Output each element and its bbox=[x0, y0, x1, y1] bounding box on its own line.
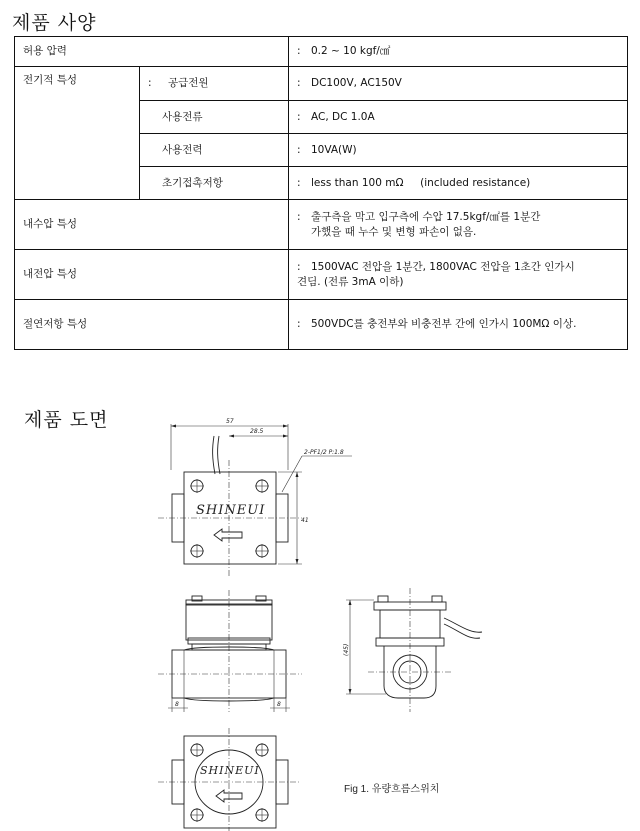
spec-section-title: 제품 사양 bbox=[12, 12, 97, 34]
spec-value-text: less than 100 mΩ (included resistance) bbox=[311, 176, 531, 189]
dimension-8-left: 8 bbox=[175, 701, 179, 708]
spec-value-text: 500VDC를 충전부와 비충전부 간에 인가시 100MΩ 이상. bbox=[311, 318, 577, 330]
top-view bbox=[158, 418, 352, 578]
dimension-57: 57 bbox=[226, 418, 234, 425]
dimension-8-right: 8 bbox=[277, 701, 281, 708]
bolt-icon bbox=[190, 479, 269, 558]
spec-value-text: DC100V, AC150V bbox=[311, 77, 402, 89]
spec-label: 절연저항 특성 bbox=[15, 300, 289, 350]
dimension-28-5: 28.5 bbox=[250, 428, 264, 435]
spec-value: : AC, DC 1.0A bbox=[289, 101, 628, 134]
spec-sublabel-text: 사용전류 bbox=[162, 110, 203, 123]
spec-value-line1: 1500VAC 전압을 1분간, 1800VAC 전압을 1초간 인가시 bbox=[311, 260, 575, 273]
spec-value: : 10VA(W) bbox=[289, 134, 628, 167]
figure-caption: Fig 1. 유량흐름스위치 bbox=[344, 784, 440, 795]
thread-note: 2-PF1/2 P:1.8 bbox=[304, 449, 344, 456]
spec-value: : 500VDC를 충전부와 비충전부 간에 인가시 100MΩ 이상. bbox=[289, 300, 628, 350]
spec-value-text: 0.2 ~ 10 kgf/㎠ bbox=[311, 45, 391, 57]
spec-value-text: 10VA(W) bbox=[311, 143, 357, 156]
spec-value: : 출구측을 막고 입구측에 수압 17.5kgf/㎠를 1분간 가했을 때 누수 및 변형 파손이 없음. bbox=[289, 200, 628, 250]
spec-label: 내수압 특성 bbox=[15, 200, 289, 250]
spec-value-line2: 가했을 때 누수 및 변형 파손이 없음. bbox=[311, 225, 477, 238]
spec-label: 허용 압력 bbox=[15, 37, 289, 67]
spec-sublabel-text: 초기접촉저항 bbox=[162, 176, 223, 189]
dimension-45: (45) bbox=[343, 643, 350, 656]
brand-logo-bottom: SHINEUI bbox=[200, 764, 260, 777]
side-view bbox=[343, 588, 482, 712]
spec-value-text: AC, DC 1.0A bbox=[311, 110, 375, 123]
spec-value-line2: 견딤. (전류 3mA 이하) bbox=[297, 275, 404, 288]
spec-value: : 1500VAC 전압을 1분간, 1800VAC 전압을 1초간 인가시 견딤. (전류 3mA 이하) bbox=[289, 250, 628, 300]
drawing-section-title: 제품 도면 bbox=[24, 409, 109, 431]
spec-sublabel-text: 공급전원 bbox=[168, 77, 209, 89]
spec-sublabel-text: 사용전력 bbox=[162, 143, 203, 156]
spec-label: 내전압 특성 bbox=[15, 250, 289, 300]
flow-arrow-icon bbox=[214, 529, 242, 541]
bottom-view bbox=[158, 728, 300, 831]
spec-value: : 0.2 ~ 10 kgf/㎠ bbox=[289, 37, 628, 67]
spec-value: : less than 100 mΩ (included resistance) bbox=[289, 167, 628, 200]
dimension-41: 41 bbox=[301, 517, 309, 524]
spec-value-line1: 출구측을 막고 입구측에 수압 17.5kgf/㎠를 1분간 bbox=[311, 210, 541, 223]
spec-value: : DC100V, AC150V bbox=[289, 67, 628, 101]
front-view bbox=[158, 590, 302, 712]
brand-logo-top: SHINEUI bbox=[196, 503, 266, 518]
spec-label: 전기적 특성 bbox=[15, 67, 140, 200]
spec-sublabel: : 공급전원 bbox=[140, 67, 289, 101]
